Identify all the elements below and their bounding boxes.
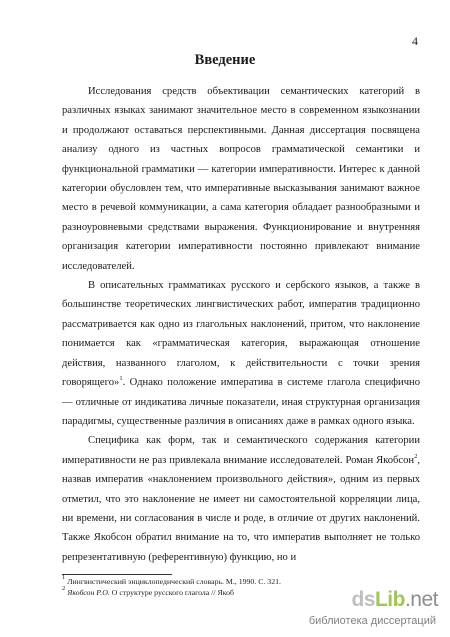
footnote-ref-2[interactable]: 2 [414, 452, 418, 460]
paragraph-1: Исследования средств объективации семантических категорий в различных языках занимают значительное место в современном языкознании и продолжают оставаться перспективными. Данная диссертация посвящена анализу одного из частных вопросов грамматической семантики и функциональной грамматики — категории императивности. Интерес к данной категории обусловлен тем, что императивные высказывания занимают важное место в речевой коммуникации, а сама категория обладает разнообразными и разноуровневыми средствами выражения. Функционирование и внутренняя организация категории императивности постоянно привлекают внимание исследователей. [62, 86, 420, 272]
page-title: Введение [194, 52, 256, 68]
paragraph-3-text-b: , назвав императив «наклонением произвольного действия», одним из первых отметил, что это наклонение не имеет ни самостоятельной корреляции лица, ни времени, ни согласования в числе и роде, в отличие от других наклонений. Также Якобсон обратил внимание на то, что императив выполняет не только репрезентативную (референтивную) функцию, но и [62, 454, 420, 563]
footnote-2-author: Якобсон Р.О. [67, 587, 110, 597]
watermark-ds: ds [351, 588, 375, 611]
body-text [62, 82, 420, 567]
footnote-mark-1: 1 [62, 574, 66, 581]
paragraph-2 [62, 276, 420, 431]
page-number: 4 [412, 34, 418, 48]
watermark-net: .net [404, 588, 438, 611]
footnote-mark-2: 2 [62, 584, 66, 592]
footnote-2-text: О структуре русского глагола // Якоб [109, 587, 234, 597]
footnote-1-text: Лингвистический энциклопедический словарь. М., 1990. С. 321. [67, 577, 281, 586]
footnote-divider [62, 574, 172, 575]
watermark-logo [351, 588, 438, 612]
dslib-watermark [288, 588, 438, 632]
watermark-lib: Lib [374, 588, 405, 611]
paragraph-3 [62, 431, 420, 567]
paragraph-3-text-a: Специфика как форм, так и семантического содержания категории императивности не раз привлекала внимание исследователей. Роман Якобсон [62, 435, 420, 466]
footnote-1 [62, 574, 362, 588]
footnote-ref-1[interactable]: 1 [119, 375, 123, 383]
watermark-subtitle: библиотека диссертаций [308, 615, 436, 627]
paragraph-2-text-a: В описательных грамматиках русского и сербского языков, а также в большинстве теоретических лингвистических работ, императив традиционно рассматривается как одно из глагольных наклонений, притом, что наклонение понимается как «грамматическая категория, выражающая отношение действия, названного глаголом, к действительности с точки зрения говорящего» [62, 280, 420, 389]
paragraph-2-text-b: . Однако положение императива в системе глагола специфично — отличные от индикатива личные показатели, иная структурная организация парадигмы, существенные различия в описаниях даже в рамках одного языка. [62, 377, 420, 427]
